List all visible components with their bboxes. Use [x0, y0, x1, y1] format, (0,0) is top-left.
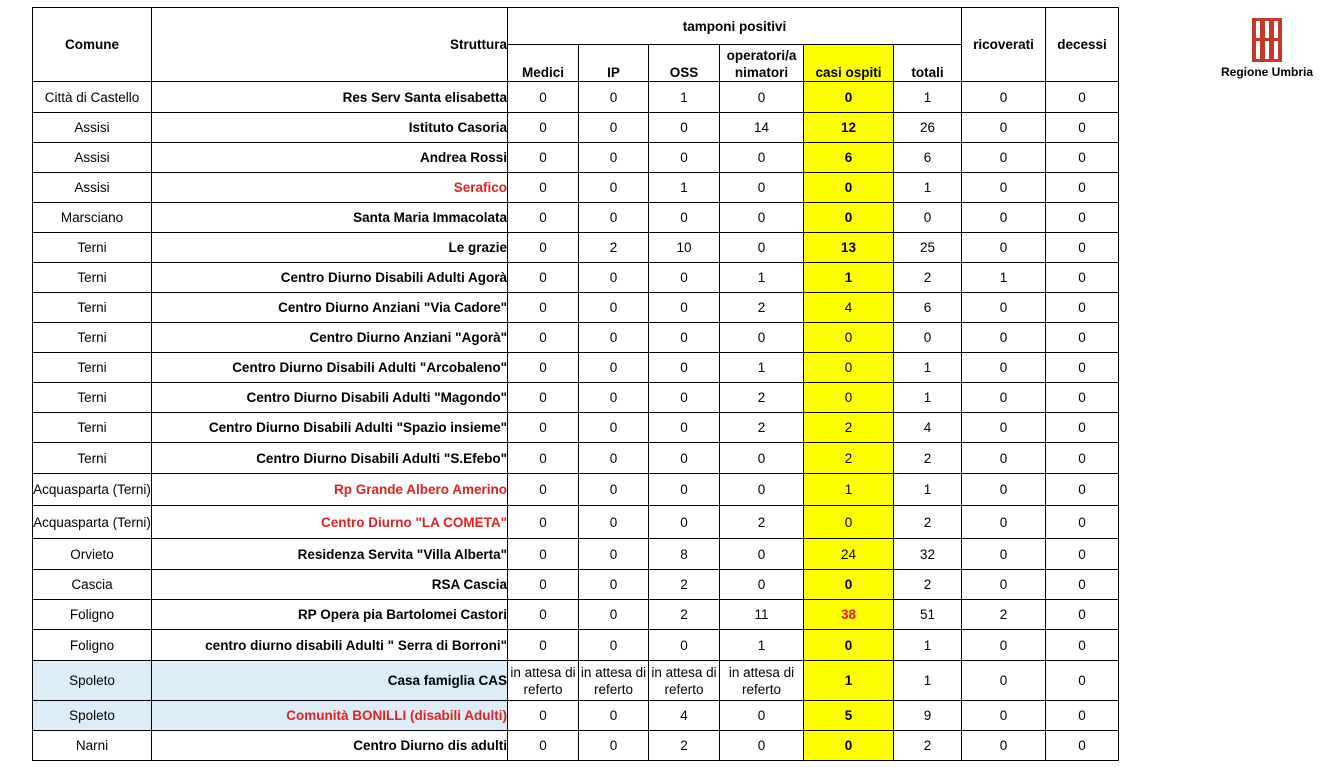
cell-decessi: 0 — [1046, 630, 1119, 661]
cell-ricoverati: 0 — [962, 203, 1046, 233]
cell-oss: 0 — [649, 293, 720, 323]
cell-ip: 0 — [579, 600, 649, 630]
cell-ip: 0 — [579, 443, 649, 474]
cell-medici: 0 — [508, 600, 579, 630]
table-row — [33, 203, 1119, 233]
cell-comune: Terni — [33, 353, 152, 383]
cell-operatori: 2 — [720, 293, 804, 323]
cell-medici: 0 — [508, 701, 579, 731]
header-ricoverati: ricoverati — [962, 8, 1046, 82]
cell-ip: 0 — [579, 203, 649, 233]
cell-oss: 0 — [649, 630, 720, 661]
cell-oss: 2 — [649, 731, 720, 761]
cell-oss: 0 — [649, 203, 720, 233]
cell-medici: 0 — [508, 263, 579, 293]
cell-decessi: 0 — [1046, 323, 1119, 353]
cell-struttura: Centro Diurno Anziani "Agorà" — [152, 323, 508, 353]
cell-struttura: Centro Diurno "LA COMETA" — [152, 506, 508, 539]
cell-struttura: Centro Diurno Disabili Adulti "Spazio insieme" — [152, 413, 508, 443]
header-oss: OSS — [649, 45, 720, 82]
cell-ricoverati: 0 — [962, 173, 1046, 203]
cell-decessi: 0 — [1046, 143, 1119, 173]
cell-totali: 1 — [894, 661, 962, 701]
cell-ip: 0 — [579, 701, 649, 731]
cell-medici: 0 — [508, 203, 579, 233]
cell-struttura: Residenza Servita "Villa Alberta" — [152, 539, 508, 570]
cell-operatori: 2 — [720, 413, 804, 443]
regione-umbria-logo — [1211, 18, 1323, 79]
cell-decessi: 0 — [1046, 731, 1119, 761]
cell-ricoverati: 0 — [962, 630, 1046, 661]
cell-casi-ospiti: 12 — [804, 113, 894, 143]
regione-umbria-label: Regione Umbria — [1220, 65, 1313, 79]
cell-struttura: Centro Diurno Disabili Adulti "Arcobaleno" — [152, 353, 508, 383]
cell-decessi: 0 — [1046, 173, 1119, 203]
table-row — [33, 731, 1119, 761]
cell-struttura: Centro Diurno Disabili Adulti "Magondo" — [152, 383, 508, 413]
cell-casi-ospiti: 0 — [804, 383, 894, 413]
cell-totali: 6 — [894, 143, 962, 173]
cell-struttura: Casa famiglia CAS — [152, 661, 508, 701]
cell-totali: 1 — [894, 474, 962, 506]
cell-ip: 0 — [579, 82, 649, 113]
cell-operatori: 0 — [720, 82, 804, 113]
cell-oss: 0 — [649, 506, 720, 539]
cell-operatori: 0 — [720, 233, 804, 263]
cell-ricoverati: 0 — [962, 570, 1046, 600]
cell-casi-ospiti: 2 — [804, 443, 894, 474]
cell-operatori: 0 — [720, 474, 804, 506]
cell-casi-ospiti: 0 — [804, 630, 894, 661]
table-row — [33, 474, 1119, 506]
cell-medici: 0 — [508, 82, 579, 113]
cell-ip: 0 — [579, 731, 649, 761]
table-row — [33, 661, 1119, 701]
cell-comune: Terni — [33, 293, 152, 323]
header-comune: Comune — [33, 8, 152, 82]
header-decessi: decessi — [1046, 8, 1119, 82]
cell-operatori: 2 — [720, 383, 804, 413]
table-row — [33, 173, 1119, 203]
cell-oss: 0 — [649, 113, 720, 143]
cell-ip: 0 — [579, 113, 649, 143]
cell-ip: 0 — [579, 173, 649, 203]
cell-comune: Foligno — [33, 630, 152, 661]
cell-medici: 0 — [508, 383, 579, 413]
cell-medici: 0 — [508, 233, 579, 263]
cell-totali: 0 — [894, 203, 962, 233]
cell-ricoverati: 1 — [962, 263, 1046, 293]
cell-comune: Spoleto — [33, 661, 152, 701]
cell-ip: 0 — [579, 383, 649, 413]
cell-oss: 0 — [649, 413, 720, 443]
header-tamponi-positivi: tamponi positivi — [508, 8, 962, 45]
cell-oss: in attesa di referto — [649, 661, 720, 701]
table-row — [33, 82, 1119, 113]
cell-totali: 4 — [894, 413, 962, 443]
cell-struttura: RP Opera pia Bartolomei Castori — [152, 600, 508, 630]
cell-totali: 1 — [894, 630, 962, 661]
cell-struttura: Rp Grande Albero Amerino — [152, 474, 508, 506]
header-ip: IP — [579, 45, 649, 82]
table-row — [33, 570, 1119, 600]
cell-ip: 0 — [579, 506, 649, 539]
cell-ricoverati: 0 — [962, 293, 1046, 323]
header-operatori: operatori/a nimatori — [720, 45, 804, 82]
cell-casi-ospiti: 4 — [804, 293, 894, 323]
cell-comune: Narni — [33, 731, 152, 761]
cell-comune: Città di Castello — [33, 82, 152, 113]
cell-comune: Terni — [33, 383, 152, 413]
cell-medici: 0 — [508, 323, 579, 353]
cell-totali: 51 — [894, 600, 962, 630]
cell-comune: Assisi — [33, 173, 152, 203]
cell-casi-ospiti: 2 — [804, 413, 894, 443]
cell-casi-ospiti: 0 — [804, 570, 894, 600]
cell-totali: 2 — [894, 570, 962, 600]
cell-medici: 0 — [508, 293, 579, 323]
cell-medici: in attesa di referto — [508, 661, 579, 701]
cell-totali: 26 — [894, 113, 962, 143]
cell-decessi: 0 — [1046, 443, 1119, 474]
cell-decessi: 0 — [1046, 474, 1119, 506]
table-row — [33, 323, 1119, 353]
cell-oss: 2 — [649, 600, 720, 630]
cell-decessi: 0 — [1046, 293, 1119, 323]
cell-ip: 0 — [579, 539, 649, 570]
cell-operatori: 0 — [720, 731, 804, 761]
regione-umbria-emblem-icon — [1252, 18, 1282, 62]
cell-casi-ospiti: 0 — [804, 731, 894, 761]
table-row — [33, 443, 1119, 474]
cell-casi-ospiti: 38 — [804, 600, 894, 630]
cell-ricoverati: 0 — [962, 506, 1046, 539]
cell-oss: 0 — [649, 353, 720, 383]
cell-struttura: Istituto Casoria — [152, 113, 508, 143]
cell-medici: 0 — [508, 113, 579, 143]
cell-ip: 0 — [579, 570, 649, 600]
cell-medici: 0 — [508, 474, 579, 506]
cell-medici: 0 — [508, 143, 579, 173]
cell-decessi: 0 — [1046, 353, 1119, 383]
cell-oss: 0 — [649, 323, 720, 353]
cell-totali: 25 — [894, 233, 962, 263]
cell-totali: 1 — [894, 353, 962, 383]
cell-comune: Terni — [33, 413, 152, 443]
cell-ricoverati: 0 — [962, 539, 1046, 570]
cell-struttura: RSA Cascia — [152, 570, 508, 600]
cell-casi-ospiti: 1 — [804, 661, 894, 701]
cell-medici: 0 — [508, 353, 579, 383]
table-row — [33, 263, 1119, 293]
cell-decessi: 0 — [1046, 570, 1119, 600]
cell-ip: 0 — [579, 323, 649, 353]
cell-casi-ospiti: 1 — [804, 474, 894, 506]
cell-ricoverati: 0 — [962, 323, 1046, 353]
tamponi-table — [32, 7, 1119, 761]
cell-operatori: 0 — [720, 143, 804, 173]
cell-operatori: 1 — [720, 630, 804, 661]
cell-operatori: 0 — [720, 203, 804, 233]
table-row — [33, 539, 1119, 570]
cell-casi-ospiti: 1 — [804, 263, 894, 293]
cell-medici: 0 — [508, 413, 579, 443]
cell-ricoverati: 0 — [962, 474, 1046, 506]
cell-operatori: 0 — [720, 443, 804, 474]
cell-medici: 0 — [508, 173, 579, 203]
cell-totali: 1 — [894, 173, 962, 203]
cell-ip: 0 — [579, 263, 649, 293]
cell-decessi: 0 — [1046, 263, 1119, 293]
cell-ip: 0 — [579, 293, 649, 323]
cell-medici: 0 — [508, 443, 579, 474]
cell-struttura: Centro Diurno Disabili Adulti "S.Efebo" — [152, 443, 508, 474]
cell-decessi: 0 — [1046, 600, 1119, 630]
cell-medici: 0 — [508, 539, 579, 570]
cell-ricoverati: 0 — [962, 353, 1046, 383]
cell-struttura: Serafico — [152, 173, 508, 203]
cell-comune: Spoleto — [33, 701, 152, 731]
header-struttura: Struttura — [152, 8, 508, 82]
table-row — [33, 143, 1119, 173]
header-medici: Medici — [508, 45, 579, 82]
cell-totali: 2 — [894, 263, 962, 293]
table-row — [33, 701, 1119, 731]
cell-operatori: 0 — [720, 539, 804, 570]
cell-operatori: 0 — [720, 173, 804, 203]
cell-operatori: 0 — [720, 323, 804, 353]
cell-decessi: 0 — [1046, 383, 1119, 413]
cell-casi-ospiti: 0 — [804, 203, 894, 233]
cell-casi-ospiti: 13 — [804, 233, 894, 263]
cell-operatori: 1 — [720, 353, 804, 383]
cell-struttura: Centro Diurno Disabili Adulti Agorà — [152, 263, 508, 293]
cell-ricoverati: 0 — [962, 661, 1046, 701]
cell-decessi: 0 — [1046, 233, 1119, 263]
cell-decessi: 0 — [1046, 661, 1119, 701]
table-row — [33, 233, 1119, 263]
cell-operatori: 14 — [720, 113, 804, 143]
cell-casi-ospiti: 0 — [804, 323, 894, 353]
cell-comune: Terni — [33, 263, 152, 293]
cell-medici: 0 — [508, 731, 579, 761]
cell-comune: Orvieto — [33, 539, 152, 570]
cell-ricoverati: 0 — [962, 413, 1046, 443]
header-casi-ospiti: casi ospiti — [804, 45, 894, 82]
cell-ricoverati: 0 — [962, 731, 1046, 761]
cell-comune: Acquasparta (Terni) — [33, 506, 152, 539]
cell-decessi: 0 — [1046, 113, 1119, 143]
cell-casi-ospiti: 0 — [804, 353, 894, 383]
cell-operatori: 11 — [720, 600, 804, 630]
cell-comune: Terni — [33, 233, 152, 263]
cell-totali: 9 — [894, 701, 962, 731]
cell-casi-ospiti: 0 — [804, 173, 894, 203]
cell-ip: 0 — [579, 413, 649, 443]
table-row — [33, 600, 1119, 630]
cell-oss: 0 — [649, 263, 720, 293]
cell-ip: 2 — [579, 233, 649, 263]
cell-totali: 1 — [894, 383, 962, 413]
table-row — [33, 413, 1119, 443]
cell-totali: 32 — [894, 539, 962, 570]
cell-struttura: Le grazie — [152, 233, 508, 263]
cell-oss: 2 — [649, 570, 720, 600]
cell-casi-ospiti: 5 — [804, 701, 894, 731]
cell-totali: 2 — [894, 443, 962, 474]
cell-ip: 0 — [579, 143, 649, 173]
cell-oss: 4 — [649, 701, 720, 731]
cell-struttura: Centro Diurno Anziani "Via Cadore" — [152, 293, 508, 323]
table-row — [33, 293, 1119, 323]
cell-comune: Assisi — [33, 143, 152, 173]
cell-ip: in attesa di referto — [579, 661, 649, 701]
cell-decessi: 0 — [1046, 539, 1119, 570]
cell-oss: 10 — [649, 233, 720, 263]
cell-totali: 2 — [894, 506, 962, 539]
cell-decessi: 0 — [1046, 506, 1119, 539]
cell-ip: 0 — [579, 630, 649, 661]
cell-casi-ospiti: 0 — [804, 82, 894, 113]
cell-struttura: centro diurno disabili Adulti " Serra di Borroni" — [152, 630, 508, 661]
cell-operatori: 1 — [720, 263, 804, 293]
cell-medici: 0 — [508, 570, 579, 600]
table-body — [33, 82, 1119, 761]
cell-ip: 0 — [579, 474, 649, 506]
cell-comune: Marsciano — [33, 203, 152, 233]
cell-comune: Terni — [33, 323, 152, 353]
cell-oss: 0 — [649, 474, 720, 506]
cell-comune: Cascia — [33, 570, 152, 600]
cell-totali: 6 — [894, 293, 962, 323]
cell-decessi: 0 — [1046, 203, 1119, 233]
cell-oss: 0 — [649, 443, 720, 474]
cell-comune: Terni — [33, 443, 152, 474]
table-row — [33, 383, 1119, 413]
cell-totali: 1 — [894, 82, 962, 113]
cell-ricoverati: 2 — [962, 600, 1046, 630]
table-row — [33, 113, 1119, 143]
cell-totali: 0 — [894, 323, 962, 353]
cell-decessi: 0 — [1046, 413, 1119, 443]
table-row — [33, 506, 1119, 539]
cell-operatori: in attesa di referto — [720, 661, 804, 701]
cell-ricoverati: 0 — [962, 383, 1046, 413]
cell-operatori: 0 — [720, 570, 804, 600]
table-row — [33, 353, 1119, 383]
cell-medici: 0 — [508, 630, 579, 661]
cell-oss: 0 — [649, 143, 720, 173]
cell-ricoverati: 0 — [962, 113, 1046, 143]
cell-struttura: Santa Maria Immacolata — [152, 203, 508, 233]
table-row — [33, 630, 1119, 661]
cell-ricoverati: 0 — [962, 143, 1046, 173]
cell-decessi: 0 — [1046, 82, 1119, 113]
cell-casi-ospiti: 0 — [804, 506, 894, 539]
cell-oss: 0 — [649, 383, 720, 413]
cell-comune: Assisi — [33, 113, 152, 143]
cell-struttura: Res Serv Santa elisabetta — [152, 82, 508, 113]
cell-comune: Acquasparta (Terni) — [33, 474, 152, 506]
cell-struttura: Centro Diurno dis adulti — [152, 731, 508, 761]
header-totali: totali — [894, 45, 962, 82]
cell-ip: 0 — [579, 353, 649, 383]
cell-medici: 0 — [508, 506, 579, 539]
cell-ricoverati: 0 — [962, 82, 1046, 113]
cell-casi-ospiti: 24 — [804, 539, 894, 570]
cell-totali: 2 — [894, 731, 962, 761]
cell-struttura: Comunità BONILLI (disabili Adulti) — [152, 701, 508, 731]
cell-oss: 1 — [649, 82, 720, 113]
cell-oss: 1 — [649, 173, 720, 203]
cell-decessi: 0 — [1046, 701, 1119, 731]
cell-struttura: Andrea Rossi — [152, 143, 508, 173]
cell-ricoverati: 0 — [962, 701, 1046, 731]
cell-oss: 8 — [649, 539, 720, 570]
cell-ricoverati: 0 — [962, 443, 1046, 474]
cell-comune: Foligno — [33, 600, 152, 630]
cell-ricoverati: 0 — [962, 233, 1046, 263]
cell-operatori: 0 — [720, 701, 804, 731]
cell-operatori: 2 — [720, 506, 804, 539]
cell-casi-ospiti: 6 — [804, 143, 894, 173]
